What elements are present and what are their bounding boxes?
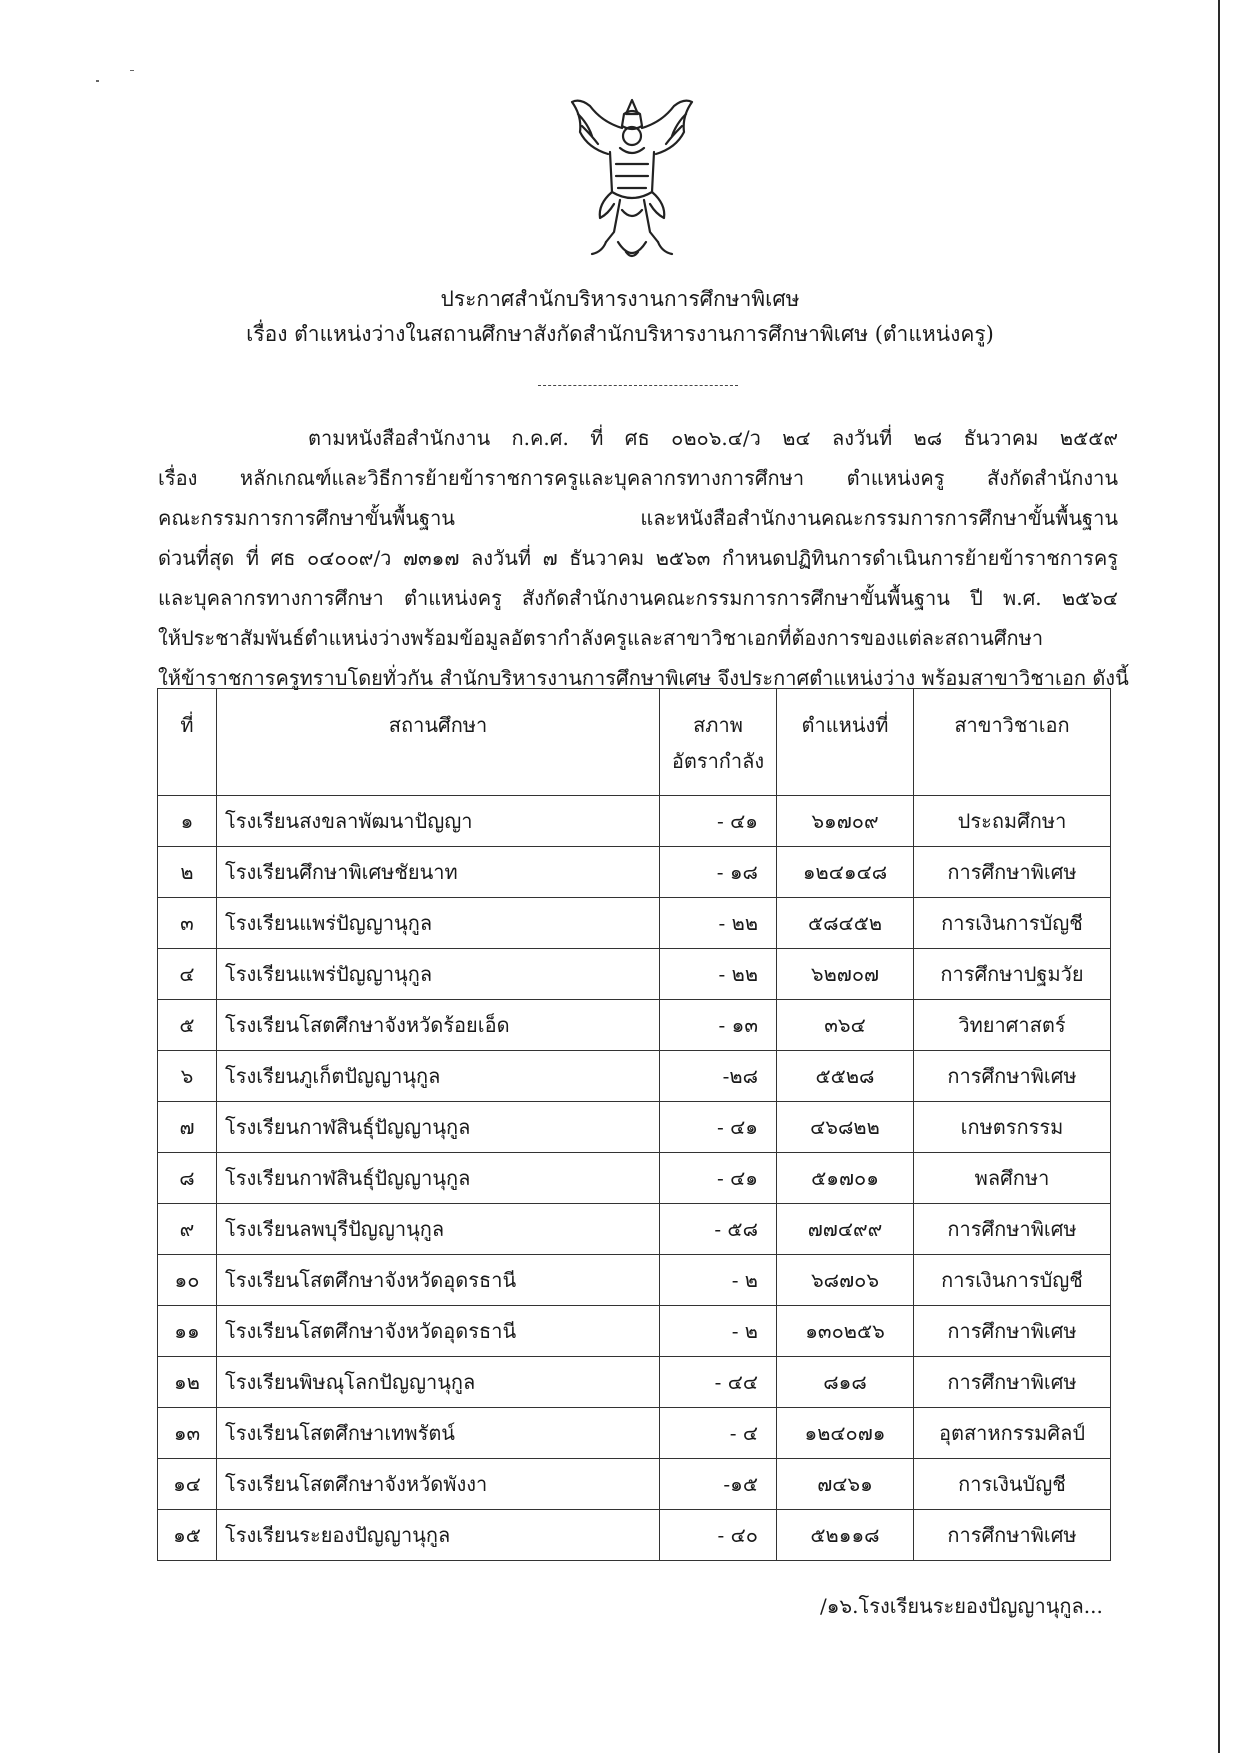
table-row bbox=[158, 1459, 1111, 1510]
body-line: ให้ประชาสัมพันธ์ตำแหน่งว่างพร้อมข้อมูลอัตรากำลังครูและสาขาวิชาเอกที่ต้องการของแต่ละสถานศึกษา bbox=[158, 626, 1044, 650]
cell-school: โรงเรียนลพบุรีปัญญานุกูล bbox=[217, 1204, 660, 1255]
cell-major: วิทยาศาสตร์ bbox=[914, 1000, 1111, 1051]
cell-position: ๘๑๘ bbox=[777, 1357, 914, 1408]
table-row bbox=[158, 949, 1111, 1000]
scan-speck bbox=[96, 80, 99, 82]
cell-major: การเงินการบัญชี bbox=[914, 1255, 1111, 1306]
title-divider bbox=[538, 385, 738, 386]
cell-no: ๑๒ bbox=[158, 1357, 217, 1408]
cell-major: การศึกษาปฐมวัย bbox=[914, 949, 1111, 1000]
cell-no: ๔ bbox=[158, 949, 217, 1000]
table-row bbox=[158, 1306, 1111, 1357]
cell-major: การศึกษาพิเศษ bbox=[914, 1357, 1111, 1408]
header-major: สาขาวิชาเอก bbox=[914, 689, 1111, 796]
cell-position: ๗๔๖๑ bbox=[777, 1459, 914, 1510]
cell-school: โรงเรียนโสตศึกษาเทพรัตน์ bbox=[217, 1408, 660, 1459]
table-row bbox=[158, 1357, 1111, 1408]
cell-no: ๒ bbox=[158, 847, 217, 898]
cell-no: ๕ bbox=[158, 1000, 217, 1051]
cell-major: เกษตรกรรม bbox=[914, 1102, 1111, 1153]
cell-school: โรงเรียนศึกษาพิเศษชัยนาท bbox=[217, 847, 660, 898]
table-row bbox=[158, 1204, 1111, 1255]
cell-major: การเงินบัญชี bbox=[914, 1459, 1111, 1510]
body-line: ให้ข้าราชการครูทราบโดยทั่วกัน สำนักบริหารงานการศึกษาพิเศษ จึงประกาศตำแหน่งว่าง พร้อมสาขาวิชาเอก ดังนี้ bbox=[158, 666, 1129, 690]
cell-status: -๑๕ bbox=[660, 1459, 777, 1510]
cell-position: ๖๘๗๐๖ bbox=[777, 1255, 914, 1306]
cell-position: ๑๓๐๒๕๖ bbox=[777, 1306, 914, 1357]
cell-school: โรงเรียนโสตศึกษาจังหวัดอุดรธานี bbox=[217, 1306, 660, 1357]
cell-no: ๓ bbox=[158, 898, 217, 949]
cell-status: - ๔ bbox=[660, 1408, 777, 1459]
cell-status: - ๔๑ bbox=[660, 796, 777, 847]
cell-major: การศึกษาพิเศษ bbox=[914, 847, 1111, 898]
cell-status: -๒๘ bbox=[660, 1051, 777, 1102]
table-row bbox=[158, 796, 1111, 847]
vacancy-table bbox=[157, 688, 1111, 1561]
page-edge-rule bbox=[1218, 0, 1220, 1753]
cell-school: โรงเรียนกาฬสินธุ์ปัญญานุกูล bbox=[217, 1102, 660, 1153]
cell-position: ๕๑๗๐๑ bbox=[777, 1153, 914, 1204]
cell-no: ๘ bbox=[158, 1153, 217, 1204]
cell-position: ๖๒๗๐๗ bbox=[777, 949, 914, 1000]
cell-major: การศึกษาพิเศษ bbox=[914, 1306, 1111, 1357]
announcement-body bbox=[158, 418, 1129, 698]
body-line: คณะกรรมการการศึกษาขั้นพื้นฐาน และหนังสือสำนักงานคณะกรรมการการศึกษาขั้นพื้นฐาน bbox=[158, 506, 1118, 530]
cell-status: - ๔๔ bbox=[660, 1357, 777, 1408]
scan-speck bbox=[130, 70, 134, 71]
body-line: เรื่อง หลักเกณฑ์และวิธีการย้ายข้าราชการครูและบุคลากรทางการศึกษา ตำแหน่งครู สังกัดสำนักงาน bbox=[158, 466, 1118, 490]
body-line: ตามหนังสือสำนักงาน ก.ค.ศ. ที่ ศธ ๐๒๐๖.๔/ว ๒๔ ลงวันที่ ๒๘ ธันวาคม ๒๕๕๙ bbox=[308, 426, 1118, 450]
cell-status: - ๔๑ bbox=[660, 1153, 777, 1204]
cell-major: อุตสาหกรรมศิลป์ bbox=[914, 1408, 1111, 1459]
cell-no: ๑๑ bbox=[158, 1306, 217, 1357]
cell-no: ๙ bbox=[158, 1204, 217, 1255]
cell-status: - ๒ bbox=[660, 1255, 777, 1306]
cell-no: ๑๔ bbox=[158, 1459, 217, 1510]
cell-no: ๑๕ bbox=[158, 1510, 217, 1561]
cell-no: ๖ bbox=[158, 1051, 217, 1102]
header-position: ตำแหน่งที่ bbox=[777, 689, 914, 796]
cell-position: ๖๑๗๐๙ bbox=[777, 796, 914, 847]
cell-major: การศึกษาพิเศษ bbox=[914, 1510, 1111, 1561]
garuda-emblem-icon bbox=[562, 92, 702, 272]
announcement-title: ประกาศสำนักบริหารงานการศึกษาพิเศษ bbox=[440, 287, 800, 311]
cell-status: - ๒๒ bbox=[660, 949, 777, 1000]
header-status bbox=[660, 689, 777, 796]
header-status-line1: สภาพ bbox=[693, 713, 743, 737]
table-row bbox=[158, 1153, 1111, 1204]
cell-school: โรงเรียนพิษณุโลกปัญญานุกูล bbox=[217, 1357, 660, 1408]
cell-school: โรงเรียนสงขลาพัฒนาปัญญา bbox=[217, 796, 660, 847]
cell-status: - ๔๑ bbox=[660, 1102, 777, 1153]
cell-status: - ๒๒ bbox=[660, 898, 777, 949]
continuation-note: /๑๖.โรงเรียนระยองปัญญานุกูล... bbox=[820, 1594, 1103, 1618]
announcement-subject: เรื่อง ตำแหน่งว่างในสถานศึกษาสังกัดสำนักบริหารงานการศึกษาพิเศษ (ตำแหน่งครู) bbox=[246, 322, 994, 346]
cell-status: - ๑๓ bbox=[660, 1000, 777, 1051]
table-row bbox=[158, 1102, 1111, 1153]
table-row bbox=[158, 1000, 1111, 1051]
table-row bbox=[158, 1408, 1111, 1459]
cell-school: โรงเรียนโสตศึกษาจังหวัดพังงา bbox=[217, 1459, 660, 1510]
table-row bbox=[158, 898, 1111, 949]
cell-school: โรงเรียนโสตศึกษาจังหวัดอุดรธานี bbox=[217, 1255, 660, 1306]
header-no: ที่ bbox=[158, 689, 217, 796]
cell-position: ๕๒๑๑๘ bbox=[777, 1510, 914, 1561]
table-row bbox=[158, 847, 1111, 898]
cell-major: การเงินการบัญชี bbox=[914, 898, 1111, 949]
table-row bbox=[158, 1255, 1111, 1306]
header-school: สถานศึกษา bbox=[217, 689, 660, 796]
cell-no: ๑๐ bbox=[158, 1255, 217, 1306]
body-line: และบุคลากรทางการศึกษา ตำแหน่งครู สังกัดสำนักงานคณะกรรมการการศึกษาขั้นพื้นฐาน ปี พ.ศ. ๒๕๖๔ bbox=[158, 586, 1118, 610]
table-row bbox=[158, 1510, 1111, 1561]
body-line: ด่วนที่สุด ที่ ศธ ๐๔๐๐๙/ว ๗๓๑๗ ลงวันที่ ๗ ธันวาคม ๒๕๖๓ กำหนดปฏิทินการดำเนินการย้ายข้าราชการครู bbox=[158, 546, 1118, 570]
header-status-line2: อัตรากำลัง bbox=[671, 749, 765, 773]
cell-status: - ๒ bbox=[660, 1306, 777, 1357]
cell-major: ประถมศึกษา bbox=[914, 796, 1111, 847]
cell-school: โรงเรียนแพร่ปัญญานุกูล bbox=[217, 898, 660, 949]
cell-school: โรงเรียนภูเก็ตปัญญานุกูล bbox=[217, 1051, 660, 1102]
cell-school: โรงเรียนกาฬสินธุ์ปัญญานุกูล bbox=[217, 1153, 660, 1204]
table-row bbox=[158, 1051, 1111, 1102]
cell-status: - ๔๐ bbox=[660, 1510, 777, 1561]
cell-position: ๑๒๔๐๗๑ bbox=[777, 1408, 914, 1459]
cell-position: ๑๒๔๑๔๘ bbox=[777, 847, 914, 898]
cell-status: - ๑๘ bbox=[660, 847, 777, 898]
table-header-row bbox=[158, 689, 1111, 796]
cell-position: ๓๖๔ bbox=[777, 1000, 914, 1051]
cell-school: โรงเรียนระยองปัญญานุกูล bbox=[217, 1510, 660, 1561]
cell-position: ๗๗๔๙๙ bbox=[777, 1204, 914, 1255]
cell-no: ๑๓ bbox=[158, 1408, 217, 1459]
cell-major: การศึกษาพิเศษ bbox=[914, 1051, 1111, 1102]
cell-position: ๕๘๔๕๒ bbox=[777, 898, 914, 949]
cell-major: พลศึกษา bbox=[914, 1153, 1111, 1204]
cell-major: การศึกษาพิเศษ bbox=[914, 1204, 1111, 1255]
cell-position: ๕๕๒๘ bbox=[777, 1051, 914, 1102]
cell-status: - ๕๘ bbox=[660, 1204, 777, 1255]
cell-position: ๔๖๘๒๒ bbox=[777, 1102, 914, 1153]
cell-no: ๑ bbox=[158, 796, 217, 847]
cell-school: โรงเรียนแพร่ปัญญานุกูล bbox=[217, 949, 660, 1000]
cell-school: โรงเรียนโสตศึกษาจังหวัดร้อยเอ็ด bbox=[217, 1000, 660, 1051]
cell-no: ๗ bbox=[158, 1102, 217, 1153]
